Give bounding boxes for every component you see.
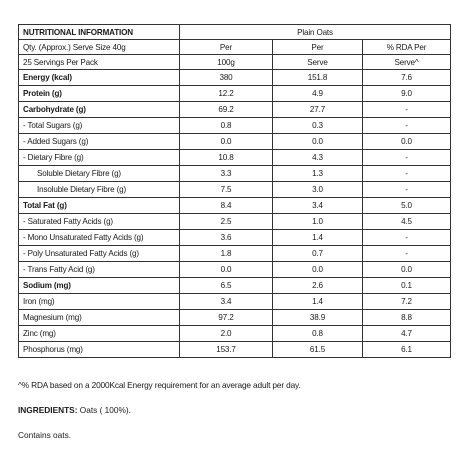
col-serve-header: Per	[273, 40, 363, 55]
table-row	[19, 150, 451, 166]
serve-value: 27.7	[273, 102, 363, 118]
ingredients-line	[18, 405, 131, 415]
per100-value: 69.2	[180, 102, 273, 118]
nutrition-title: NUTRITIONAL INFORMATION	[19, 25, 180, 40]
nutrient-label: Protein (g)	[19, 86, 180, 102]
per100-value: 97.2	[180, 310, 273, 326]
nutrition-panel	[18, 24, 452, 358]
col-rda-unit: Serve^	[363, 55, 451, 70]
col-rda-header: % RDA Per	[363, 40, 451, 55]
serve-size-label: Qty. (Approx.) Serve Size 40g	[19, 40, 180, 55]
nutrient-label: Zinc (mg)	[19, 326, 180, 342]
nutrient-label: - Added Sugars (g)	[19, 134, 180, 150]
nutrition-table	[18, 24, 451, 358]
serve-value: 4.9	[273, 86, 363, 102]
table-row	[19, 118, 451, 134]
serve-value: 4.3	[273, 150, 363, 166]
ingredients-label: INGREDIENTS:	[18, 405, 78, 415]
nutrient-label: Soluble Dietary Fibre (g)	[19, 166, 180, 182]
serve-value: 0.3	[273, 118, 363, 134]
table-row	[19, 310, 451, 326]
col-per100-unit: 100g	[180, 55, 273, 70]
ingredients-text: Oats ( 100%).	[77, 405, 131, 415]
col-per100-header: Per	[180, 40, 273, 55]
rda-value: -	[363, 182, 451, 198]
table-row	[19, 182, 451, 198]
per100-value: 3.6	[180, 230, 273, 246]
nutrient-label: - Dietary Fibre (g)	[19, 150, 180, 166]
serve-value: 0.8	[273, 326, 363, 342]
serve-value: 0.7	[273, 246, 363, 262]
rda-value: -	[363, 102, 451, 118]
rda-value: 4.7	[363, 326, 451, 342]
serve-value: 151.8	[273, 70, 363, 86]
per100-value: 10.8	[180, 150, 273, 166]
rda-value: -	[363, 166, 451, 182]
nutrient-label: - Mono Unsaturated Fatty Acids (g)	[19, 230, 180, 246]
table-row	[19, 246, 451, 262]
per100-value: 2.0	[180, 326, 273, 342]
nutrient-label: Iron (mg)	[19, 294, 180, 310]
nutrient-label: Sodium (mg)	[19, 278, 180, 294]
table-row	[19, 166, 451, 182]
servings-label: 25 Servings Per Pack	[19, 55, 180, 70]
serve-value: 3.0	[273, 182, 363, 198]
serve-value: 0.0	[273, 134, 363, 150]
nutrient-label: Total Fat (g)	[19, 198, 180, 214]
rda-value: 8.8	[363, 310, 451, 326]
rda-footnote: ^% RDA based on a 2000Kcal Energy requirement for an average adult per day.	[18, 380, 301, 390]
serve-value: 1.3	[273, 166, 363, 182]
table-row	[19, 326, 451, 342]
per100-value: 2.5	[180, 214, 273, 230]
product-name: Plain Oats	[180, 25, 451, 40]
per100-value: 1.8	[180, 246, 273, 262]
rda-value: 6.1	[363, 342, 451, 358]
nutrient-label: Magnesium (mg)	[19, 310, 180, 326]
table-row	[19, 294, 451, 310]
serve-value: 1.0	[273, 214, 363, 230]
per100-value: 6.5	[180, 278, 273, 294]
nutrient-label: - Trans Fatty Acid (g)	[19, 262, 180, 278]
allergen-statement: Contains oats.	[18, 430, 72, 440]
per100-value: 153.7	[180, 342, 273, 358]
nutrient-label: Insoluble Dietary Fibre (g)	[19, 182, 180, 198]
per100-value: 3.4	[180, 294, 273, 310]
table-header-row	[19, 40, 451, 55]
serve-value: 61.5	[273, 342, 363, 358]
rda-value: 9.0	[363, 86, 451, 102]
nutrient-label: - Saturated Fatty Acids (g)	[19, 214, 180, 230]
rda-value: 0.0	[363, 262, 451, 278]
per100-value: 12.2	[180, 86, 273, 102]
table-row	[19, 102, 451, 118]
table-row	[19, 198, 451, 214]
table-row	[19, 262, 451, 278]
serve-value: 3.4	[273, 198, 363, 214]
rda-value: 7.2	[363, 294, 451, 310]
rda-value: 4.5	[363, 214, 451, 230]
table-row	[19, 134, 451, 150]
rda-value: -	[363, 118, 451, 134]
rda-value: -	[363, 150, 451, 166]
per100-value: 0.0	[180, 262, 273, 278]
table-row	[19, 86, 451, 102]
table-row	[19, 70, 451, 86]
serve-value: 1.4	[273, 230, 363, 246]
per100-value: 380	[180, 70, 273, 86]
nutrient-label: - Total Sugars (g)	[19, 118, 180, 134]
rda-value: 5.0	[363, 198, 451, 214]
rda-value: -	[363, 230, 451, 246]
per100-value: 0.8	[180, 118, 273, 134]
per100-value: 7.5	[180, 182, 273, 198]
rda-value: -	[363, 246, 451, 262]
nutrient-label: - Poly Unsaturated Fatty Acids (g)	[19, 246, 180, 262]
col-serve-unit: Serve	[273, 55, 363, 70]
rda-value: 7.6	[363, 70, 451, 86]
rda-value: 0.1	[363, 278, 451, 294]
nutrient-label: Carbohydrate (g)	[19, 102, 180, 118]
per100-value: 3.3	[180, 166, 273, 182]
rda-value: 0.0	[363, 134, 451, 150]
table-row	[19, 230, 451, 246]
nutrient-label: Energy (kcal)	[19, 70, 180, 86]
table-row	[19, 278, 451, 294]
serve-value: 1.4	[273, 294, 363, 310]
table-row	[19, 214, 451, 230]
serve-value: 2.6	[273, 278, 363, 294]
serve-value: 0.0	[273, 262, 363, 278]
serve-value: 38.9	[273, 310, 363, 326]
nutrient-label: Phosphorus (mg)	[19, 342, 180, 358]
table-header-row	[19, 55, 451, 70]
per100-value: 8.4	[180, 198, 273, 214]
table-header-row	[19, 25, 451, 40]
table-row	[19, 342, 451, 358]
per100-value: 0.0	[180, 134, 273, 150]
